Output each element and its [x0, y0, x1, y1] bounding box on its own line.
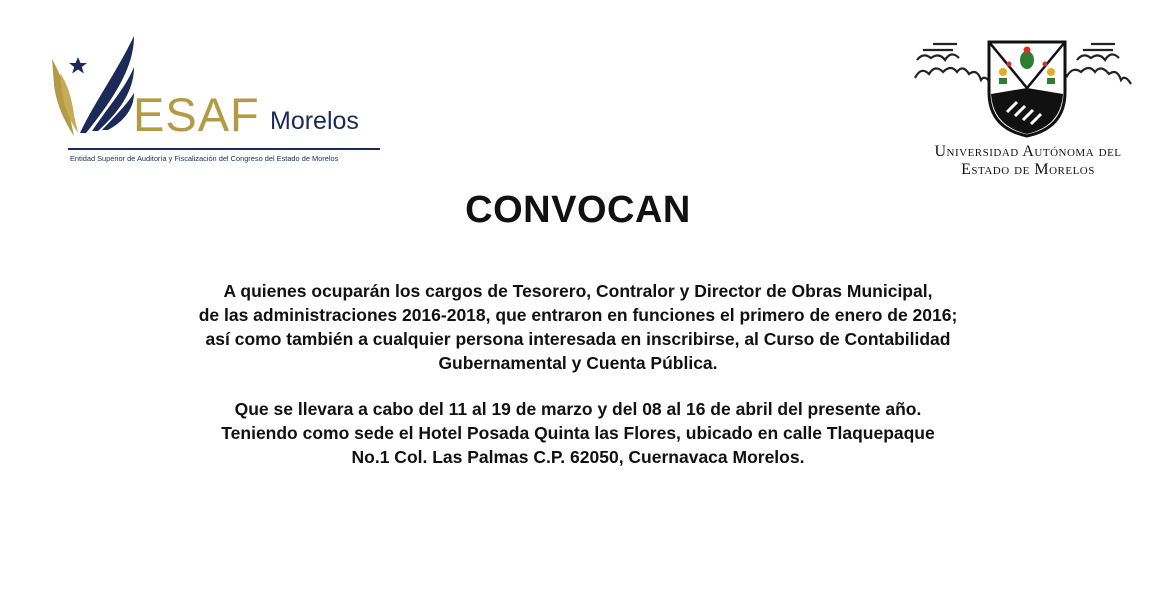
- star-icon: [69, 57, 87, 74]
- uaem-name-line1: Universidad Autónoma del: [934, 143, 1122, 160]
- paragraph-line: de las administraciones 2016-2018, que entraron en funciones el primero de enero de 2016;: [198, 305, 958, 325]
- esaf-logo: [50, 33, 390, 168]
- paragraph-line: así como también a cualquier persona interesada en inscribirse, al Curso de Contabilidad: [205, 329, 951, 349]
- paragraph-line: Teniendo como sede el Hotel Posada Quinta las Flores, ubicado en calle Tlaquepaque: [221, 423, 935, 443]
- event-details-paragraph: [0, 397, 1156, 469]
- paragraph-line: Que se llevara a cabo del 11 al 19 de marzo y del 08 al 16 de abril del presente año.: [234, 399, 922, 419]
- esaf-caption: Entidad Superior de Auditoría y Fiscalización del Congreso del Estado de Morelos: [70, 154, 339, 163]
- uaem-seal-emblem: [905, 30, 1151, 140]
- paragraph-line: Gubernamental y Cuenta Pública.: [438, 353, 718, 373]
- esaf-wordmark: ESAF: [133, 88, 260, 141]
- esaf-divider: [68, 148, 380, 150]
- uaem-logo: [905, 30, 1155, 185]
- page-title: CONVOCAN: [465, 189, 691, 231]
- paragraph-line: A quienes ocuparán los cargos de Tesorero, Contralor y Director de Obras Municipal,: [223, 281, 933, 301]
- esaf-region: Morelos: [270, 107, 359, 135]
- paragraph-line: No.1 Col. Las Palmas C.P. 62050, Cuernavaca Morelos.: [351, 447, 805, 467]
- uaem-name-line2: Estado de Morelos: [961, 161, 1095, 178]
- announcement-paragraph: [0, 279, 1156, 375]
